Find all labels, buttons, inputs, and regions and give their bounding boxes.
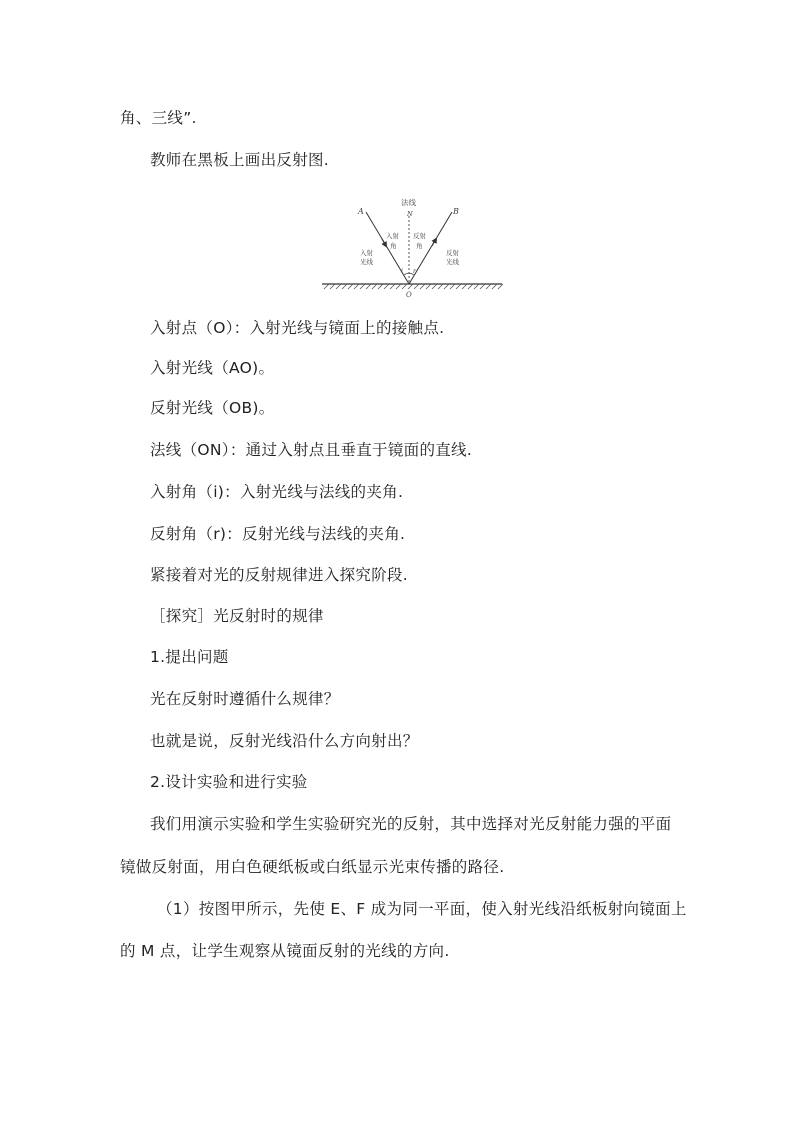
reflect-angle-label-2: 角 <box>416 242 423 250</box>
text-line-13: 也就是说，反射光线沿什么方向射出？ <box>150 732 419 750</box>
text-line-7: 入射角（i)：入射光线与法线的夹角. <box>150 483 404 501</box>
incident-angle-label-2: 角 <box>390 242 397 250</box>
text-line-12: 光在反射时遵循什么规律？ <box>150 690 340 708</box>
text-line-15: 我们用演示实验和学生实验研究光的反射，其中选择对光反射能力强的平面 <box>150 815 672 833</box>
text-line-11: 1.提出问题 <box>150 648 229 666</box>
text-line-16: 镜做反射面，用白色硬纸板或白纸显示光束传播的路径. <box>120 858 505 876</box>
reflect-ray-label-1: 反射 <box>446 249 459 257</box>
text-line-3: 入射点（O）：入射光线与镜面上的接触点. <box>150 319 445 337</box>
text-line-4: 入射光线（AO)。 <box>150 359 275 377</box>
label-N: N <box>407 210 413 218</box>
text-line-10: ［探究］光反射时的规律 <box>150 607 324 625</box>
text-line-9: 紧接着对光的反射规律进入探究阶段. <box>150 566 409 584</box>
text-line-6: 法线（ON）：通过入射点且垂直于镜面的直线. <box>150 441 473 459</box>
text-line-14: 2.设计实验和进行实验 <box>150 773 308 791</box>
reflect-ray-label-2: 光线 <box>446 258 459 266</box>
text-line-17: （1）按图甲所示，先使 E、F 成为同一平面，使入射光线沿纸板射向镜面上 <box>157 900 687 918</box>
label-normal: 法线 <box>401 198 416 207</box>
reflection-diagram <box>320 196 504 302</box>
label-r: r <box>413 268 416 275</box>
incident-ray-label-2: 光线 <box>360 258 373 266</box>
text-line-5: 反射光线（OB)。 <box>150 399 275 417</box>
text-line-8: 反射角（r)：反射光线与法线的夹角. <box>150 525 406 543</box>
incident-ray-label-1: 入射 <box>360 249 373 257</box>
label-B: B <box>453 207 459 216</box>
label-A: A <box>358 207 364 216</box>
label-i: i <box>401 268 403 275</box>
text-line-18: 的 M 点，让学生观察从镜面反射的光线的方向. <box>120 942 450 960</box>
mirror-hatch <box>324 284 503 289</box>
text-line-1: 角、三线”. <box>120 109 197 127</box>
incident-angle-label-1: 入射 <box>386 232 399 240</box>
label-O: O <box>406 291 412 299</box>
text-line-2: 教师在黑板上画出反射图. <box>150 151 330 169</box>
reflect-angle-label-1: 反射 <box>413 232 426 240</box>
